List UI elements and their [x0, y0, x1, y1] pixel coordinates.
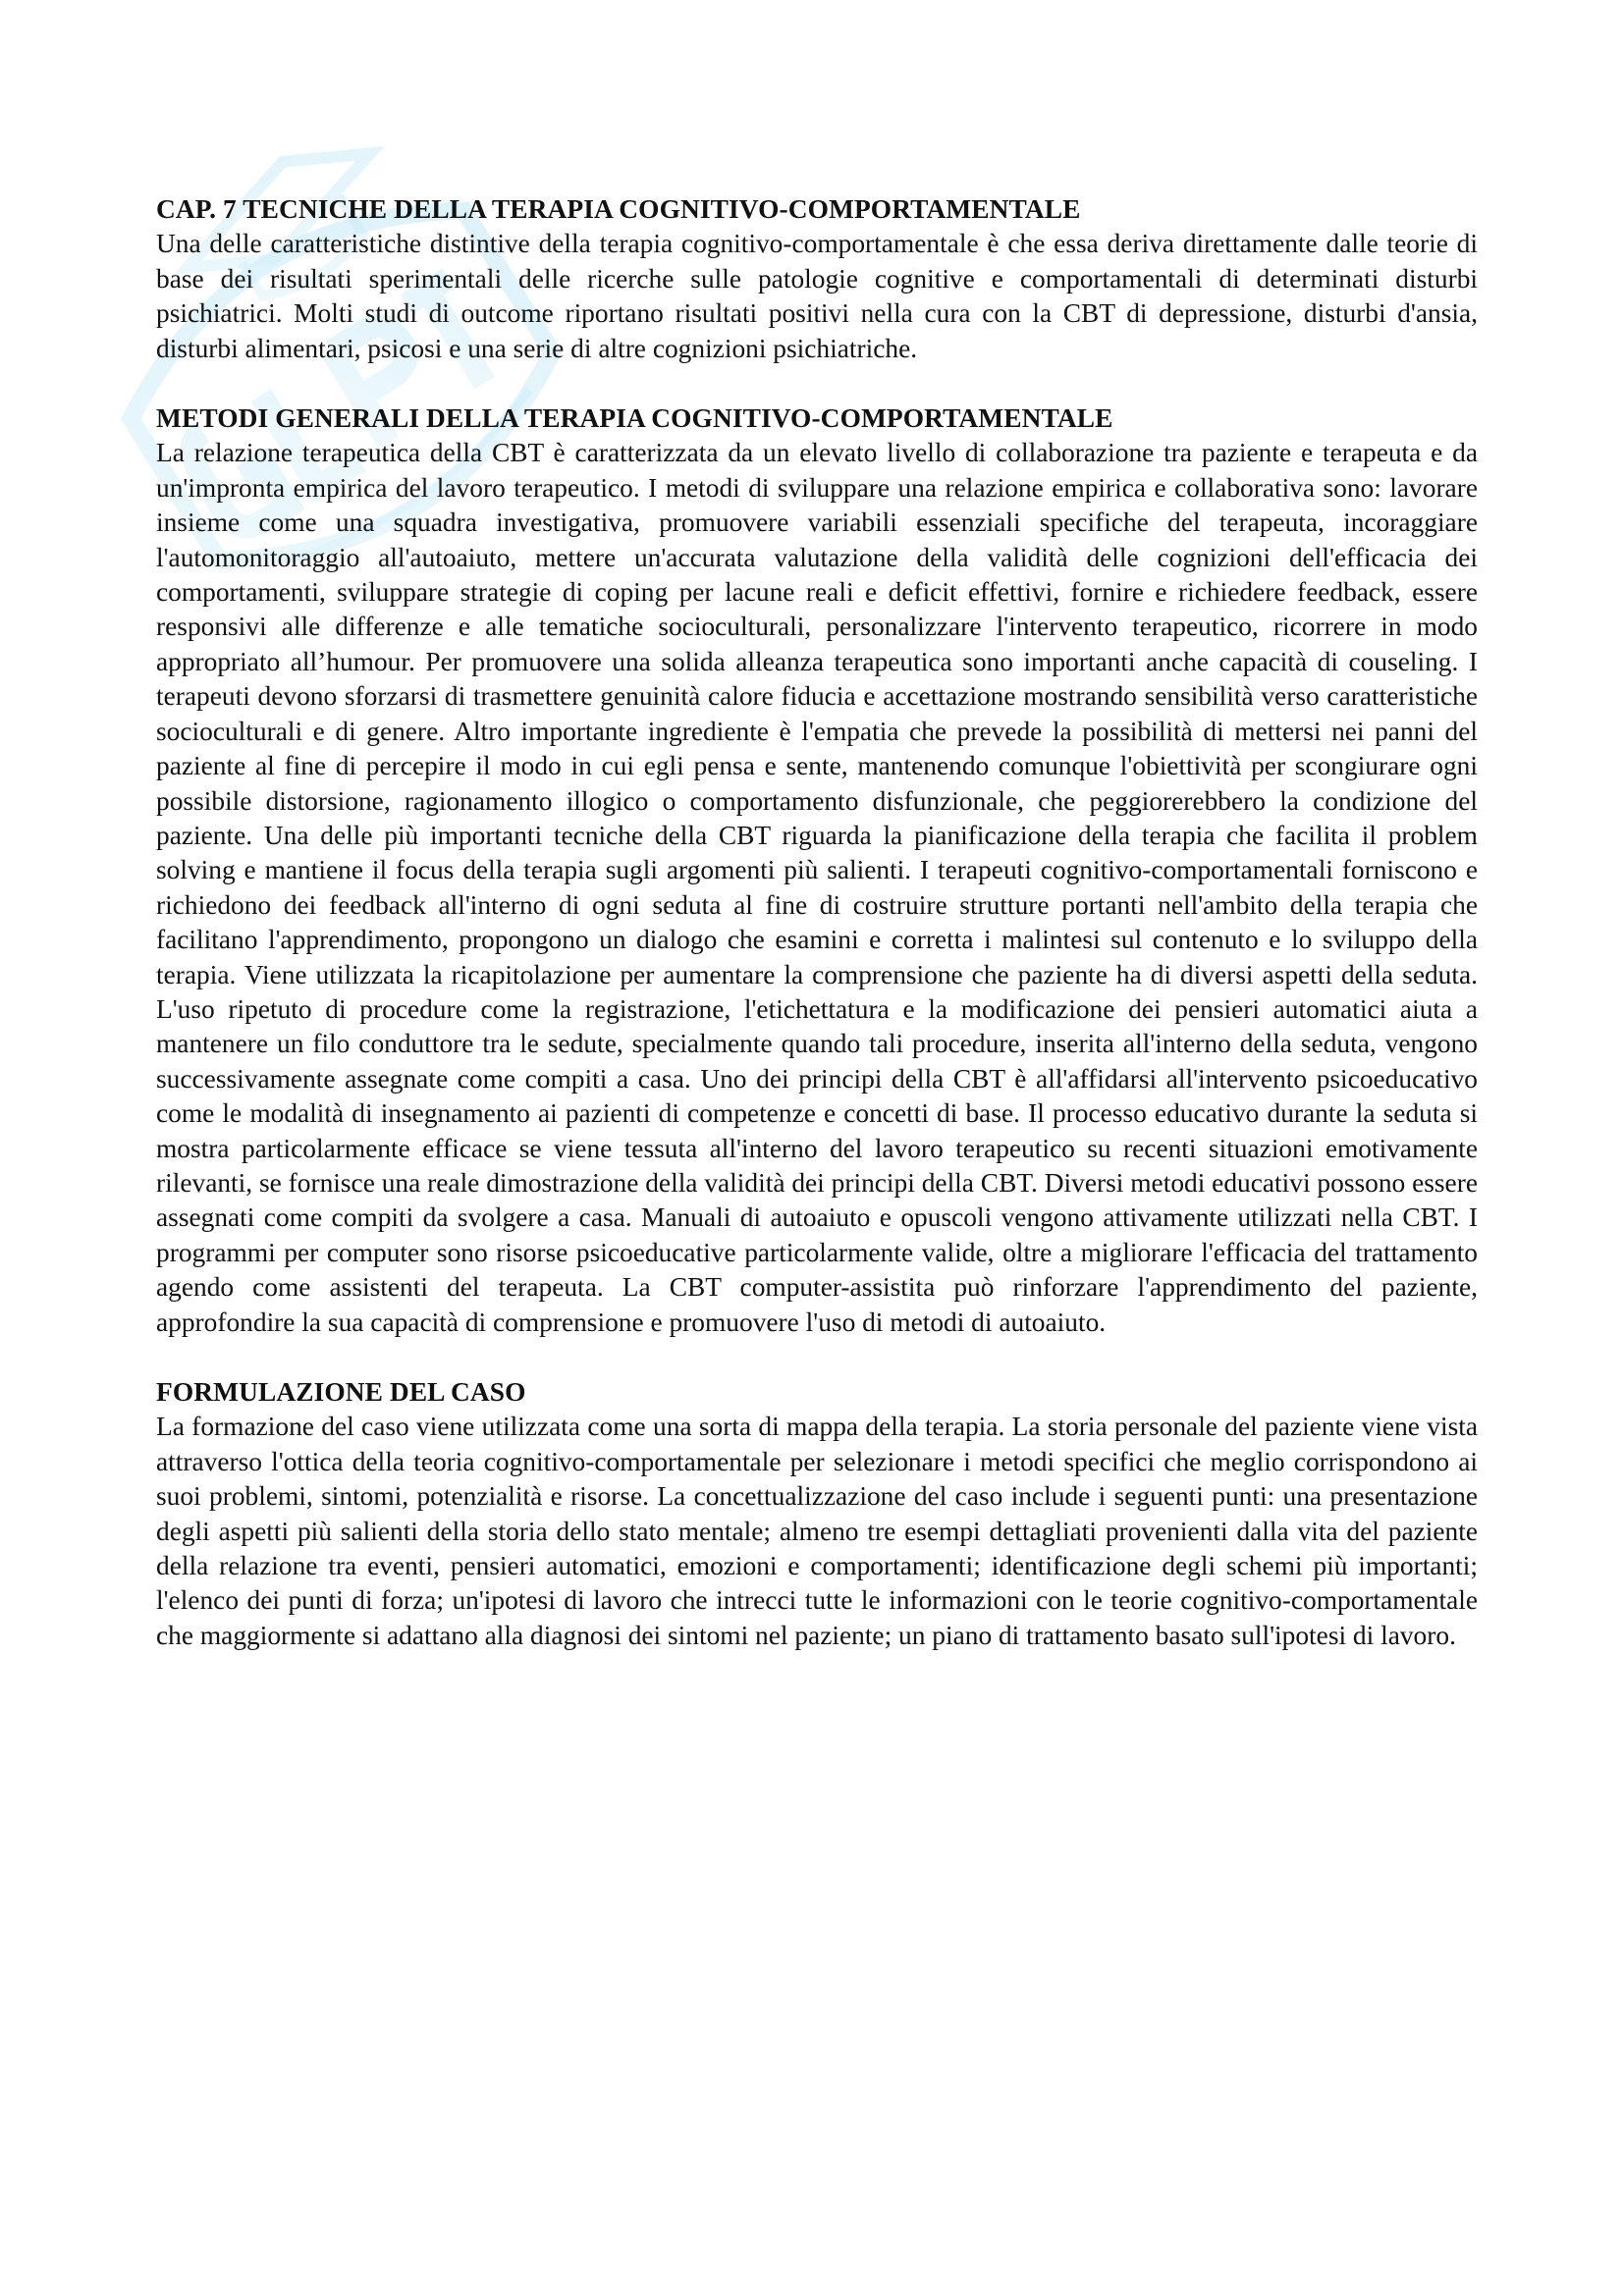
section-paragraph: La formazione del caso viene utilizzata come una sorta di mappa della terapia. La storia personale del paziente viene vista attraverso l'ottica della teoria cognitivo-comportamentale per selezionare i metodi specifici che meglio corrispondono ai suoi problemi, sintomi, potenzialità e risorse. La concettualizzazione del caso include i seguenti punti: una presentazione degli aspetti più salienti della storia dello stato mentale; almeno tre esempi dettagliati provenienti dalla vita del paziente della relazione tra eventi, pensieri automatici, emozioni e comportamenti; identificazione degli schemi più importanti; l'elenco dei punti di forza; un'ipotesi di lavoro che intrecci tutte le informazioni con le teorie cognitivo-comportamentale che maggiormente si adattano alla diagnosi dei sintomi nel paziente; un piano di trattamento basato sull'ipotesi di lavoro.: [156, 1412, 1478, 1650]
section-paragraph: Una delle caratteristiche distintive della terapia cognitivo-comportamentale è che essa deriva direttamente dalle teorie di base dei risultati sperimentali delle ricerche sulle patologie cognitive e comportamentali di determinati disturbi psichiatrici. Molti studi di outcome riportano risultati positivi nella cura con la CBT di depressione, disturbi d'ansia, disturbi alimentari, psicosi e una serie di altre cognizioni psichiatriche.: [156, 229, 1478, 363]
section-heading: FORMULAZIONE DEL CASO: [156, 1377, 526, 1407]
section-paragraph: La relazione terapeutica della CBT è caratterizzata da un elevato livello di collaborazione tra paziente e terapeuta e da un'impronta empirica del lavoro terapeutico. I metodi di sviluppare una relazione empirica e collaborativa sono: lavorare insieme come una squadra investigativa, promuovere variabili essenziali specifiche del terapeuta, incoraggiare l'automonitoraggio all'autoaiuto, mettere un'accurata valutazione della validità delle cognizioni dell'efficacia dei comportamenti, sviluppare strategie di coping per lacune reali e deficit effettivi, fornire e richiedere feedback, essere responsivi alle differenze e alle tematiche socioculturali, personalizzare l'intervento terapeutico, ricorrere in modo appropriato all’humour. Per promuovere una solida alleanza terapeutica sono importanti anche capacità di couseling. I terapeuti devono sforzarsi di trasmettere genuinità calore fiducia e accettazione mostrando sensibilità verso caratteristiche socioculturali e di genere. Altro importante ingrediente è l'empatia che prevede la possibilità di mettersi nei panni del paziente al fine di percepire il modo in cui egli pensa e sente, mantenendo comunque l'obiettività per scongiurare ogni possibile distorsione, ragionamento illogico o comportamento disfunzionale, che peggiorerebbero la condizione del paziente. Una delle più importanti tecniche della CBT riguarda la pianificazione della terapia che facilita il problem solving e mantiene il focus della terapia sugli argomenti più salienti. I terapeuti cognitivo-comportamentali forniscono e richiedono dei feedback all'interno di ogni seduta al fine di costruire strutture portanti nell'ambito della terapia che facilitano l'apprendimento, propongono un dialogo che esamini e corretta i malintesi sul contenuto e lo sviluppo della terapia. Viene utilizzata la ricapitolazione per aumentare la comprensione che paziente ha di diversi aspetti della seduta. L'uso ripetuto di procedure come la registrazione, l'etichettatura e la modificazione dei pensieri automatici aiuta a mantenere un filo conduttore tra le sedute, specialmente quando tali procedure, inserita all'interno della seduta, vengono successivamente assegnate come compiti a casa. Uno dei principi della CBT è all'affidarsi all'intervento psicoeducativo come le modalità di insegnamento ai pazienti di competenze e concetti di base. Il processo educativo durante la seduta si mostra particolarmente efficace se viene tessuta all'interno del lavoro terapeutico su recenti situazioni emotivamente rilevanti, se fornisce una reale dimostrazione della validità dei principi della CBT. Diversi metodi educativi possono essere assegnati come compiti da svolgere a casa. Manuali di autoaiuto e opuscoli vengono attivamente utilizzati nella CBT. I programmi per computer sono risorse psicoeducative particolarmente valide, oltre a migliorare l'efficacia del trattamento agendo come assistenti del terapeuta. La CBT computer-assistita può rinforzare l'apprendimento del paziente, approfondire la sua capacità di comprensione e promuovere l'uso di metodi di autoaiuto.: [156, 438, 1478, 1337]
section-case-formulation: [156, 1375, 1478, 1653]
section-heading: METODI GENERALI DELLA TERAPIA COGNITIVO-COMPORTAMENTALE: [156, 403, 1113, 434]
section-chapter-intro: [156, 192, 1478, 366]
document-body: [156, 192, 1478, 1653]
section-heading: CAP. 7 TECNICHE DELLA TERAPIA COGNITIVO-COMPORTAMENTALE: [156, 194, 1081, 224]
section-general-methods: [156, 401, 1478, 1340]
